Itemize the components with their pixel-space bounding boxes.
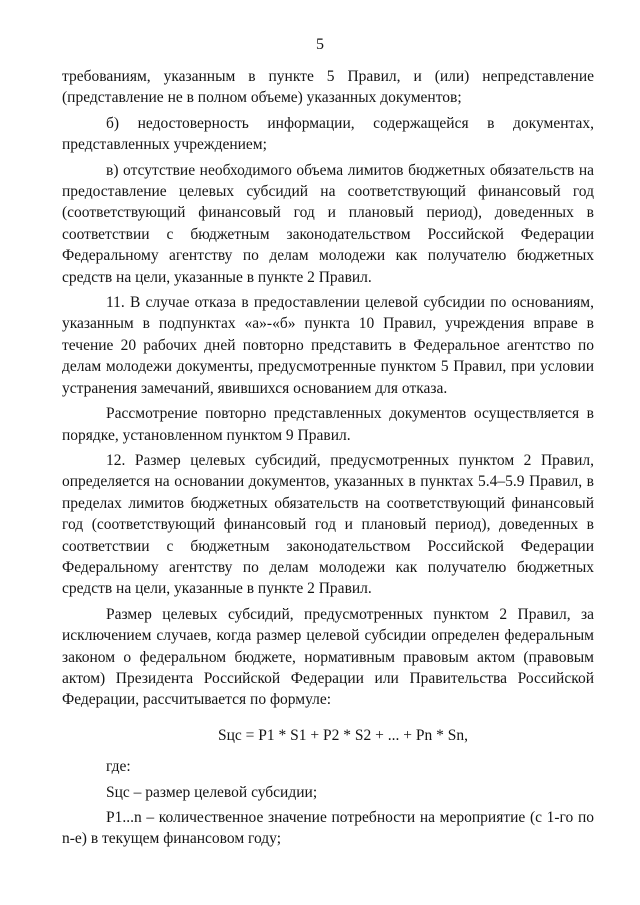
paragraph-clause-11: 11. В случае отказа в предоставлении целевой субсидии по основаниям, указанным в подпунктах «а»-«б» пункта 10 Правил, учреждения вправе в течение 20 рабочих дней повторно представить в Федеральное агентство по делам молодежи документы, предусмотренные пунктом 5 Правил, при условии устранения замечаний, явившихся основанием для отказа.	[62, 294, 594, 397]
paragraph-item-v: в) отсутствие необходимого объема лимитов бюджетных обязательств на предоставление целевых субсидий на соответствующий финансовый год (соответствующий финансовый год и плановый период), доведенных в соответствии с бюджетным законодательством Российской Федерации Федеральному агентству по делам молодежи как получателю бюджетных средств на цели, указанные в пункте 2 Правил.	[62, 161, 594, 286]
page-number: 5	[316, 36, 324, 53]
paragraph-clause-12: 12. Размер целевых субсидий, предусмотренных пунктом 2 Правил, определяется на основании документов, указанных в пунктах 5.4–5.9 Правил, в пределах лимитов бюджетных обязательств на соответствующий финансовый год (соответствующий финансовый год и плановый период), доведенных в соответствии с бюджетным законодательством Российской Федерации Федеральному агентству по делам молодежи как получателю бюджетных средств на цели, указанные в пункте 2 Правил.	[62, 451, 594, 598]
paragraph-item-b: б) недостоверность информации, содержащейся в документах, представленных учреждением;	[62, 114, 594, 154]
definition-p: P1...n – количественное значение потребности на мероприятие (с 1-го по n-е) в текущем финансовом году;	[62, 809, 594, 848]
paragraph-subsidy-size: Размер целевых субсидий, предусмотренных пунктом 2 Правил, за исключением случаев, когда размер целевой субсидии определен федеральным законом о федеральном бюджете, нормативным правовым актом (правовым актом) Президента Российской Федерации или Правительства Российской Федерации, рассчитывается по формуле:	[62, 605, 594, 709]
formula: Sцс = P1 * S1 + P2 * S2 + ... + Pn * Sn,	[218, 726, 468, 744]
paragraph-continuation: требованиям, указанным в пункте 5 Правил, и (или) непредставление (представление не в полном объеме) указанных документов;	[62, 68, 594, 107]
document-body	[62, 66, 594, 854]
definition-s: Sцс – размер целевой субсидии;	[106, 783, 318, 801]
definition-where: где:	[106, 758, 131, 776]
paragraph-resubmission: Рассмотрение повторно представленных документов осуществляется в порядке, установленном пунктом 9 Правил.	[62, 405, 594, 444]
